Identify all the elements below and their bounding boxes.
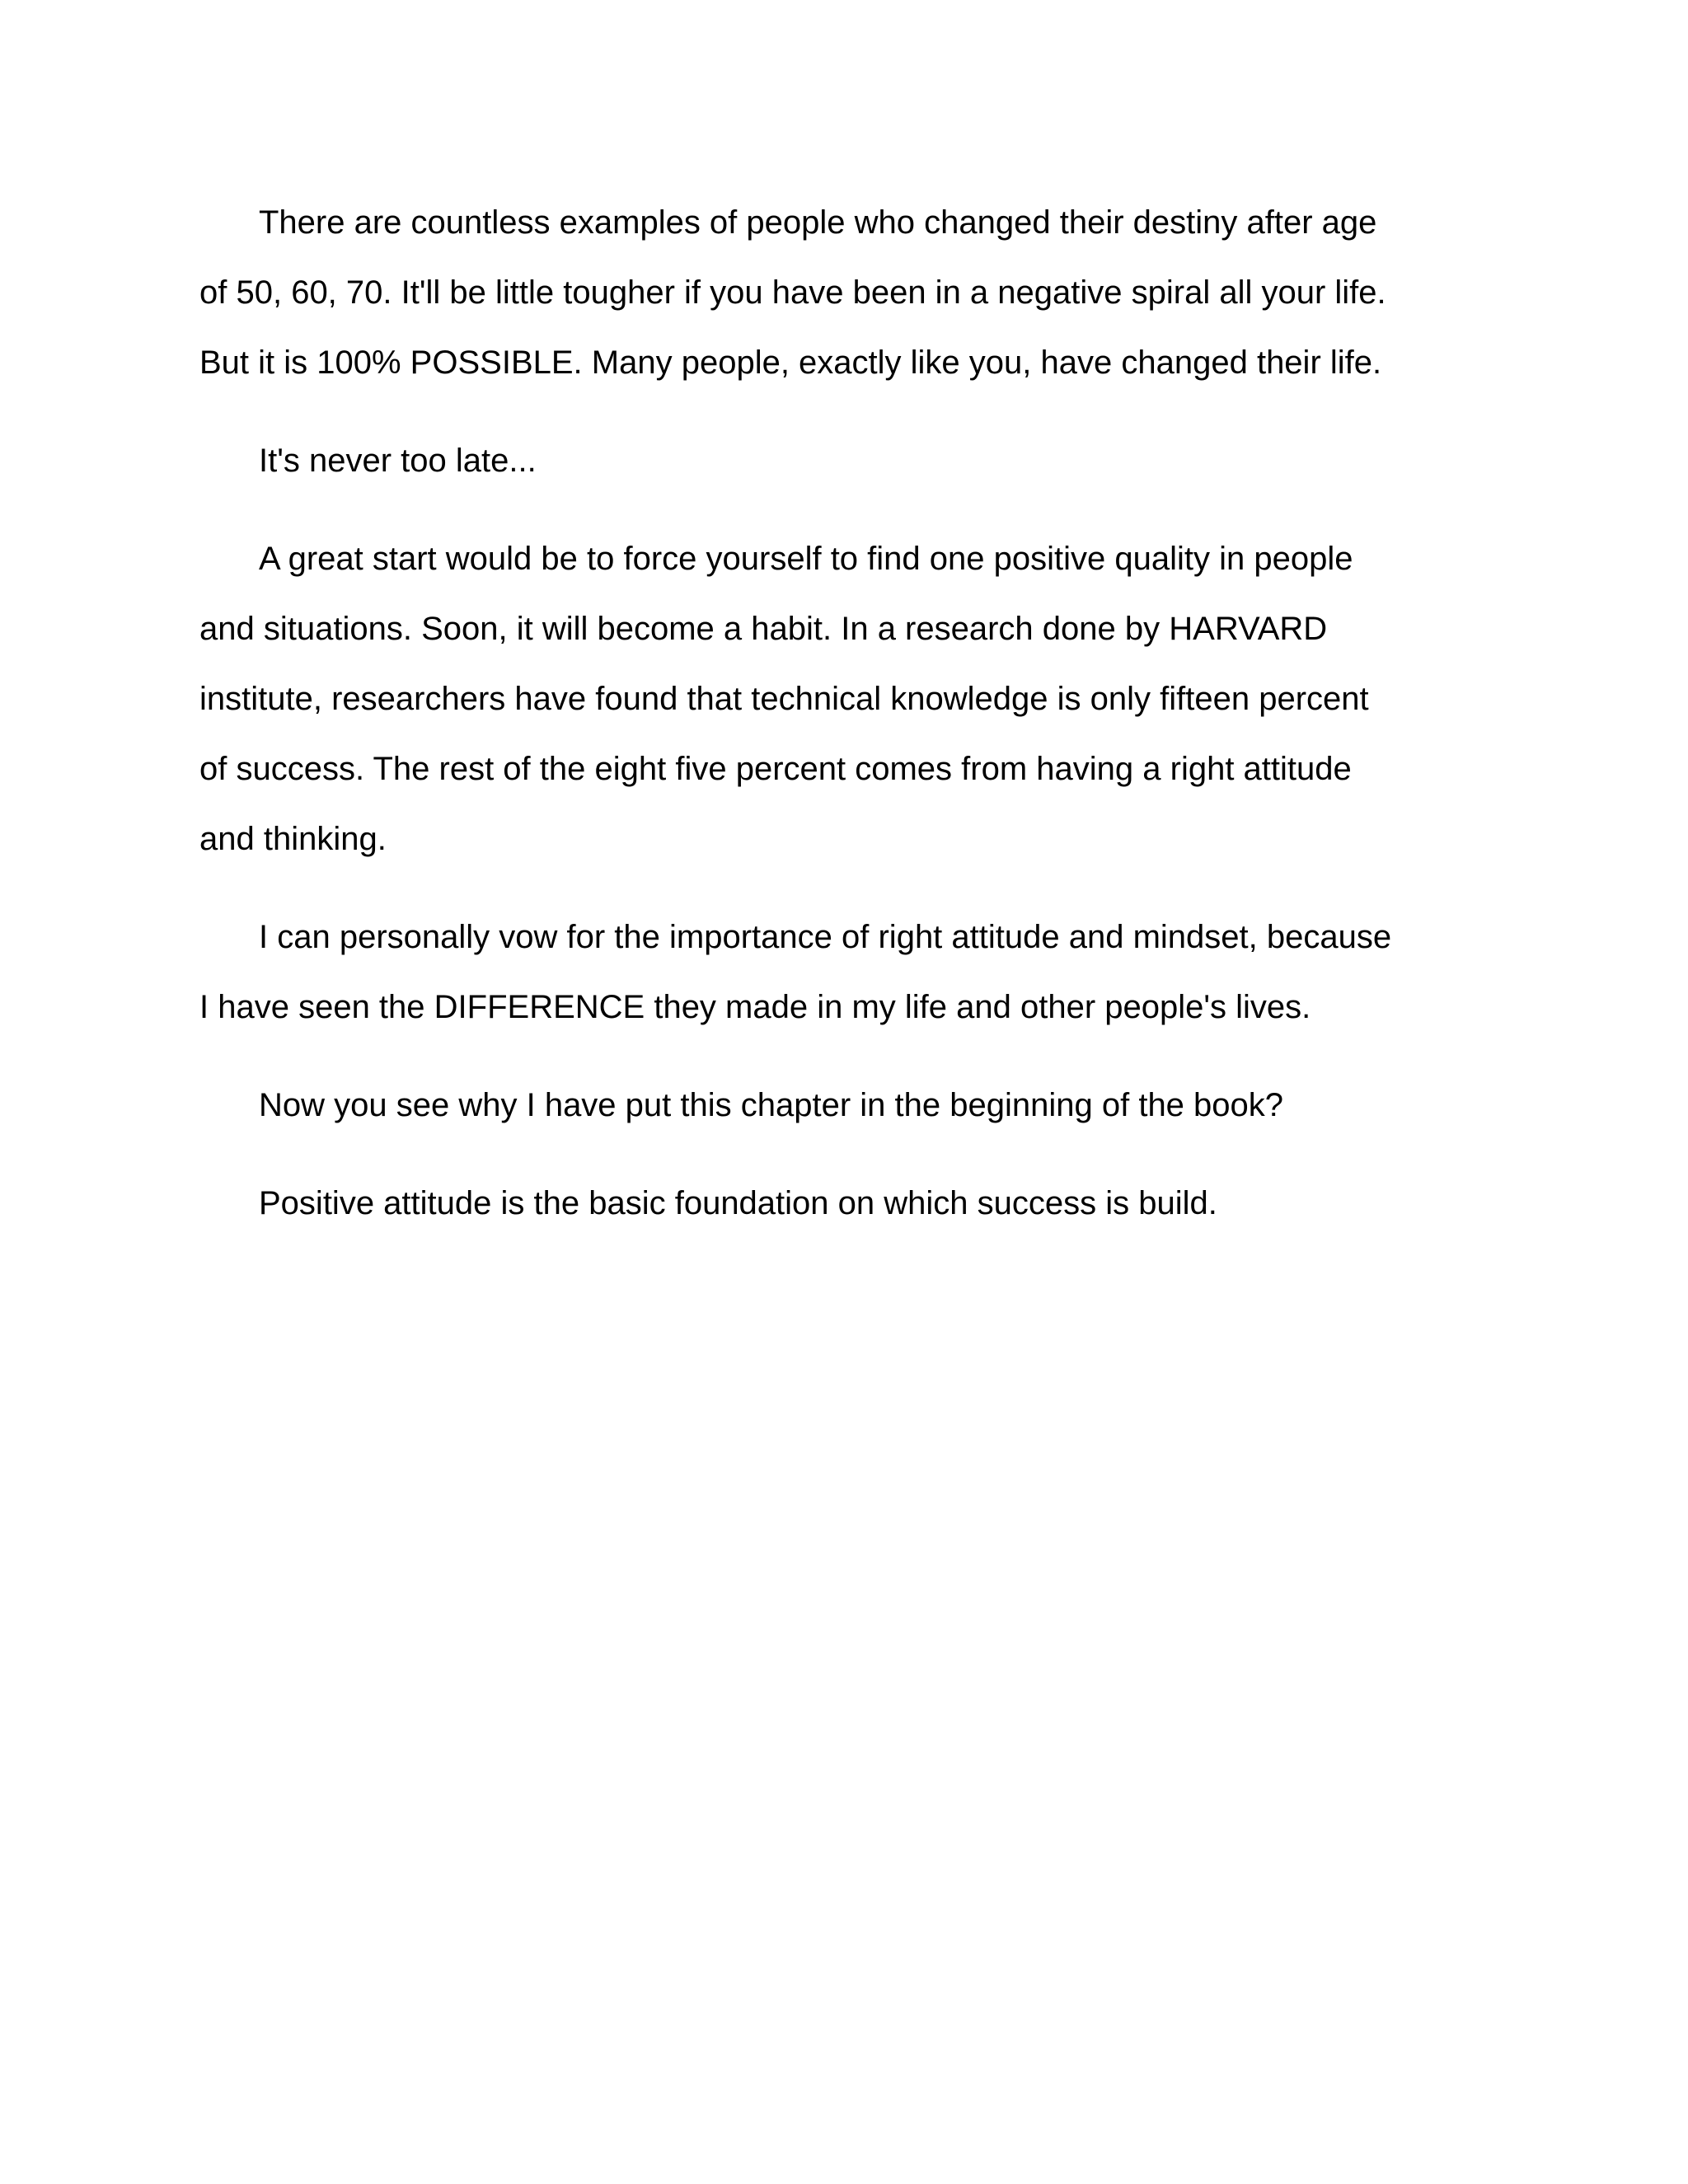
paragraph-1 — [199, 188, 1502, 398]
paragraph-4 — [199, 902, 1502, 1043]
text-line: institute, researchers have found that technical knowledge is only fifteen percent — [199, 681, 1369, 717]
paragraph-5 — [199, 1071, 1502, 1141]
text-line: Positive attitude is the basic foundation on which success is build. — [259, 1185, 1217, 1221]
text-line: of success. The rest of the eight five percent comes from having a right attitude — [199, 751, 1352, 787]
document-body — [199, 188, 1502, 1239]
text-line: A great start would be to force yourself to find one positive quality in people — [259, 541, 1353, 577]
text-line: of 50, 60, 70. It'll be little tougher if you have been in a negative spiral all your life. — [199, 274, 1386, 311]
text-line: But it is 100% POSSIBLE. Many people, exactly like you, have changed their life. — [199, 344, 1382, 381]
text-line: Now you see why I have put this chapter in the beginning of the book? — [259, 1087, 1284, 1123]
text-line: There are countless examples of people who changed their destiny after age — [259, 204, 1377, 241]
text-line: It's never too late... — [259, 443, 537, 479]
text-line: I have seen the DIFFERENCE they made in my life and other people's lives. — [199, 989, 1311, 1025]
paragraph-3 — [199, 524, 1502, 874]
text-line: and situations. Soon, it will become a habit. In a research done by HARVARD — [199, 611, 1328, 647]
text-line: I can personally vow for the importance of right attitude and mindset, because — [259, 919, 1392, 955]
text-line: and thinking. — [199, 821, 387, 857]
paragraph-2 — [199, 426, 1502, 496]
paragraph-6 — [199, 1169, 1502, 1239]
